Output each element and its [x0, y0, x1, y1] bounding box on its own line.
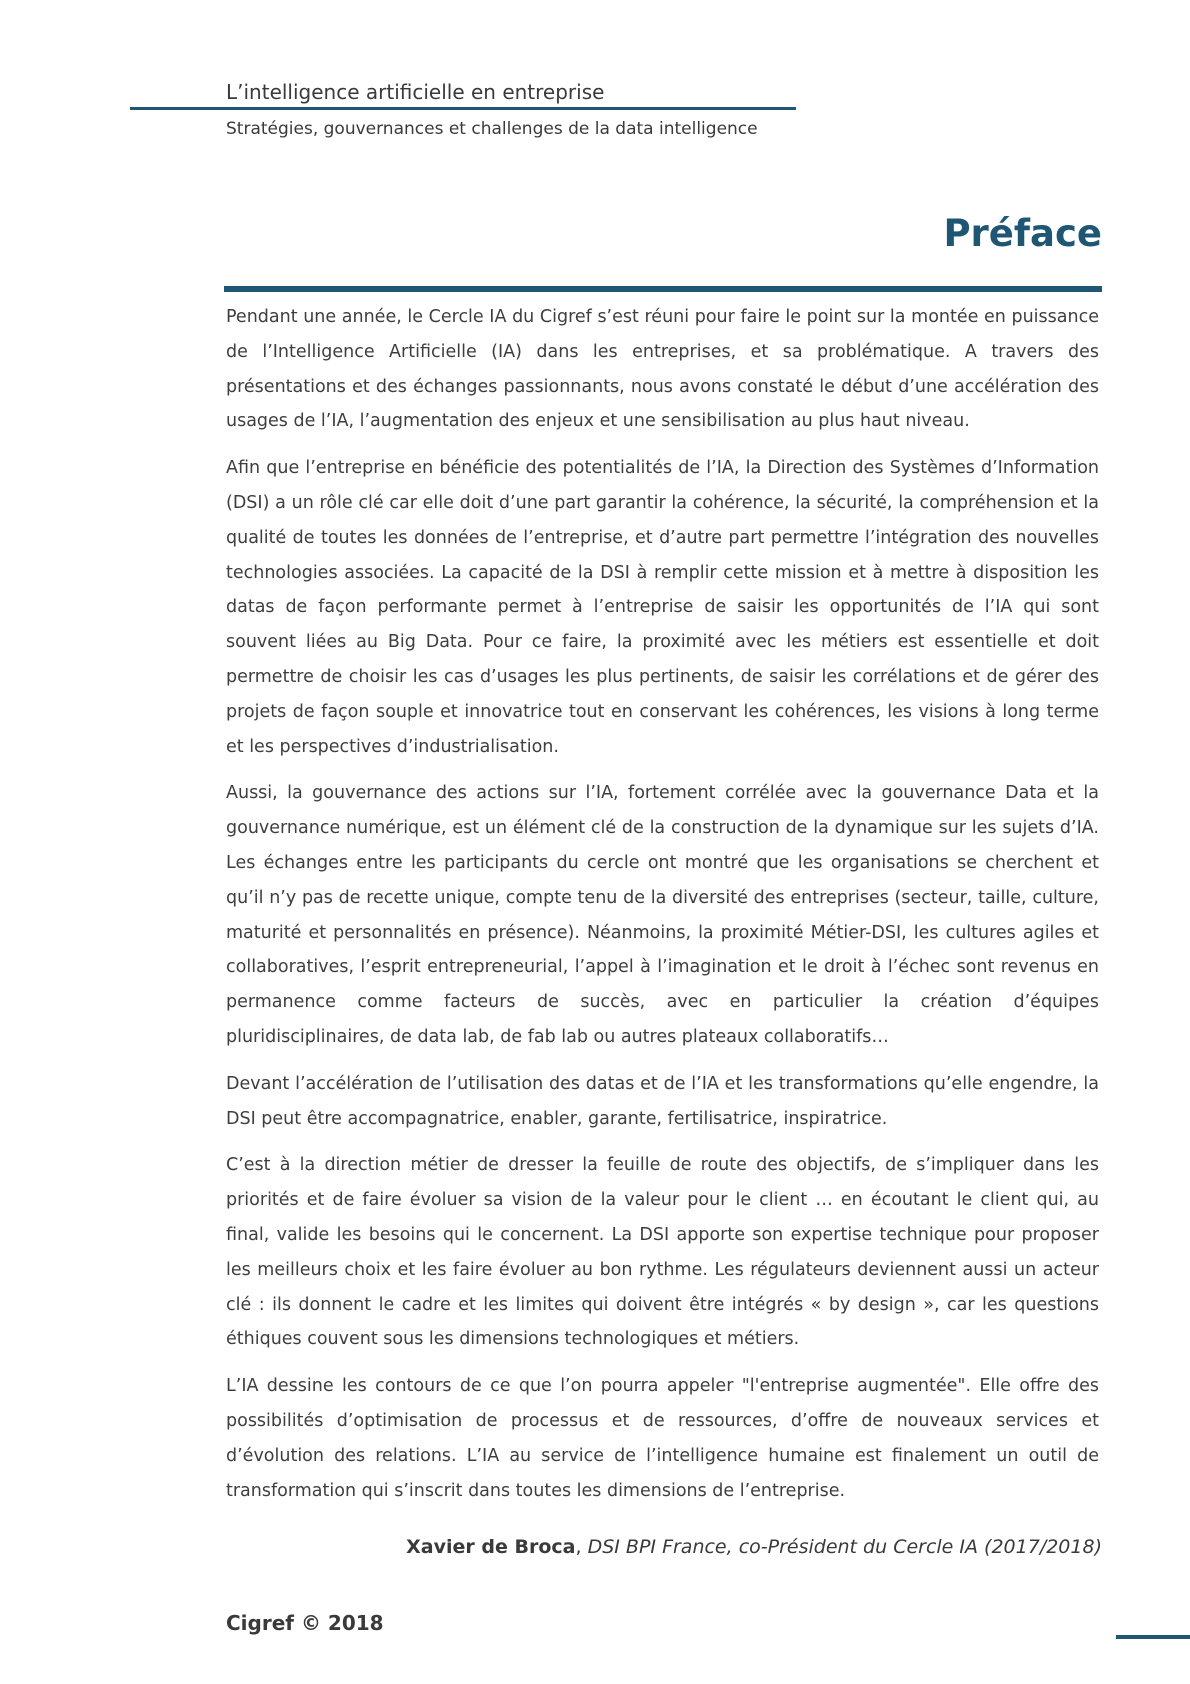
title-divider	[224, 286, 1102, 292]
document-subtitle: Stratégies, gouvernances et challenges de la data intelligence	[226, 119, 758, 139]
document-title: L’intelligence artificielle en entreprise	[226, 80, 605, 104]
paragraph: L’IA dessine les contours de ce que l’on pourra appeler "l'entreprise augmentée". Elle offre des possibilités d’optimisation de processus et de ressources, d’offre de nouveaux services et d’évolution des relations. L’IA au service de l’intelligence humaine est finalement un outil de transformation qui s’inscrit dans toutes les dimensions de l’entreprise.	[226, 1376, 1099, 1501]
footer-copyright: Cigref © 2018	[226, 1611, 384, 1635]
paragraph: Pendant une année, le Cercle IA du Cigref s’est réuni pour faire le point sur la montée en puissance de l’Intelligence Artificielle (IA) dans les entreprises, et sa problématique. A travers des présentations et des échanges passionnants, nous avons constaté le début d’une accélération des usages de l’IA, l’augmentation des enjeux et une sensibilisation au plus haut niveau.	[226, 307, 1099, 432]
header-divider	[130, 107, 796, 110]
footer-divider	[1116, 1635, 1190, 1639]
page-title: Préface	[943, 212, 1102, 255]
signature-name: Xavier de Broca	[406, 1536, 576, 1558]
signature-role: DSI BPI France, co-Président du Cercle IA (2017/2018)	[587, 1536, 1102, 1558]
paragraph: Devant l’accélération de l’utilisation des datas et de l’IA et les transformations qu’elle engendre, la DSI peut être accompagnatrice, enabler, garante, fertilisatrice, inspiratrice.	[226, 1073, 1099, 1129]
signature-separator: ,	[575, 1536, 588, 1558]
paragraph: Aussi, la gouvernance des actions sur l’IA, fortement corrélée avec la gouvernance Data et la gouvernance numérique, est un élément clé de la construction de la dynamique sur les sujets d’IA. Les échanges entre les participants du cercle ont montré que les organisations se cherchent et qu’il n’y pas de recette unique, compte tenu de la diversité des entreprises (secteur, taille, culture, maturité et personnalités en présence). Néanmoins, la proximité Métier-DSI, les cultures agiles et collaboratives, l’esprit entrepreneurial, l’appel à l’imagination et le droit à l’échec sont revenus en permanence comme facteurs de succès, avec en particulier la création d’équipes pluridisciplinaires, de data lab, de fab lab ou autres plateaux collaboratifs…	[226, 783, 1099, 1047]
signature	[406, 1536, 1102, 1558]
preface-body	[226, 300, 1099, 1520]
paragraph: C’est à la direction métier de dresser la feuille de route des objectifs, de s’impliquer dans les priorités et de faire évoluer sa vision de la valeur pour le client … en écoutant le client qui, au final, valide les besoins qui le concernent. La DSI apporte son expertise technique pour proposer les meilleurs choix et les faire évoluer au bon rythme. Les régulateurs deviennent aussi un acteur clé : ils donnent le cadre et les limites qui doivent être intégrés « by design », car les questions éthiques couvent sous les dimensions technologiques et métiers.	[226, 1155, 1099, 1350]
paragraph: Afin que l’entreprise en bénéficie des potentialités de l’IA, la Direction des Systèmes d’Information (DSI) a un rôle clé car elle doit d’une part garantir la cohérence, la sécurité, la compréhension et la qualité de toutes les données de l’entreprise, et d’autre part permettre l’intégration des nouvelles technologies associées. La capacité de la DSI à remplir cette mission et à mettre à disposition les datas de façon performante permet à l’entreprise de saisir les opportunités de l’IA qui sont souvent liées au Big Data. Pour ce faire, la proximité avec les métiers est essentielle et doit permettre de choisir les cas d’usages les plus pertinents, de saisir les corrélations et de gérer des projets de façon souple et innovatrice tout en conservant les cohérences, les visions à long terme et les perspectives d’industrialisation.	[226, 458, 1099, 757]
